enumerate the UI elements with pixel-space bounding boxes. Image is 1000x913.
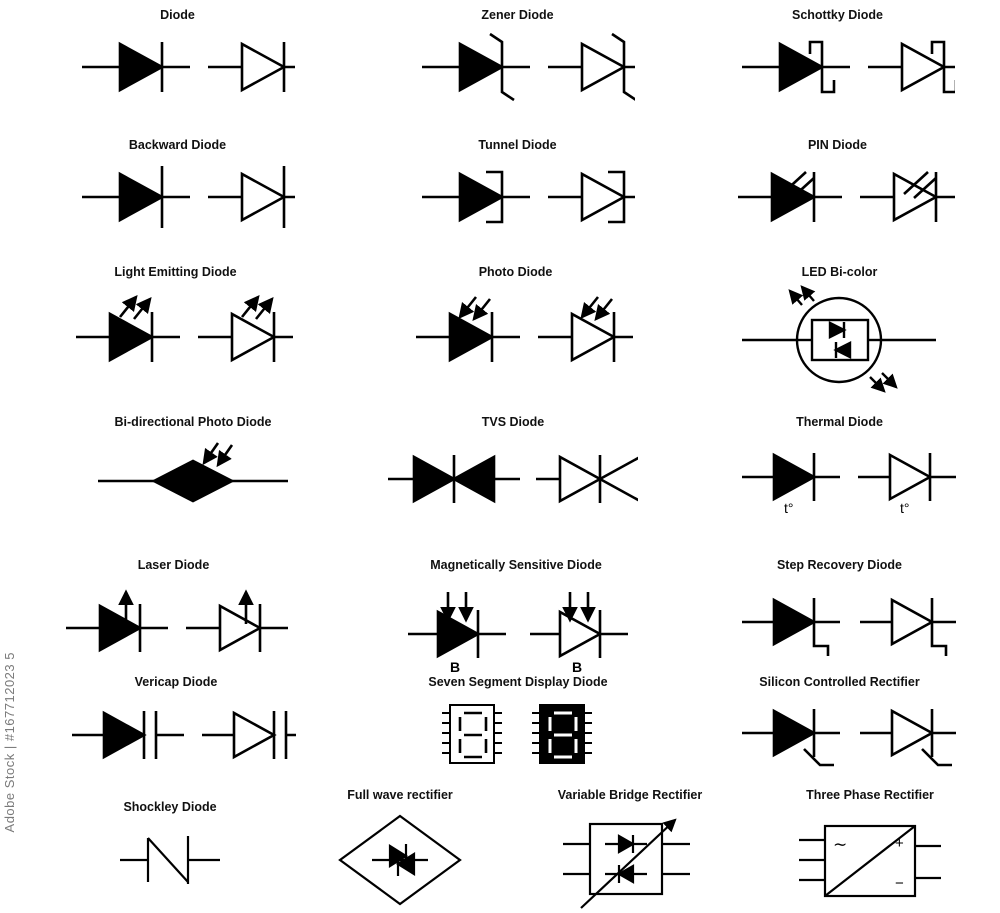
- symbol-cell-magnetically-sensitive-diode: [386, 558, 646, 674]
- symbol-label-bi-directional-photo-diode: Bi-directional Photo Diode: [114, 415, 272, 429]
- symbol-cell-laser-diode: [56, 558, 291, 664]
- symbol-art-diode: [60, 28, 295, 106]
- symbol-art-silicon-controlled-rectifier: [722, 695, 957, 775]
- magnetic-diode-label-right: B: [572, 659, 583, 674]
- symbol-art-tvs-diode: [388, 435, 638, 515]
- symbol-art-vericap-diode: [56, 695, 296, 773]
- three-phase-plus-symbol: +: [895, 835, 904, 852]
- symbol-art-three-phase-rectifier: [775, 808, 965, 913]
- symbol-label-pin-diode: PIN Diode: [807, 138, 868, 152]
- symbol-cell-tunnel-diode: [400, 138, 635, 236]
- symbol-label-diode: Diode: [160, 8, 195, 22]
- symbol-label-three-phase-rectifier: Three Phase Rectifier: [806, 788, 934, 802]
- symbol-art-led-bi-color: [722, 285, 957, 395]
- symbol-art-step-recovery-diode: [722, 578, 957, 664]
- symbol-label-full-wave-rectifier: Full wave rectifier: [347, 788, 453, 802]
- symbol-label-variable-bridge-rectifier: Variable Bridge Rectifier: [557, 788, 703, 802]
- symbol-art-bi-directional-photo-diode: [58, 435, 328, 515]
- symbol-cell-schottky-diode: [720, 8, 955, 106]
- symbol-label-shockley-diode: Shockley Diode: [123, 800, 217, 814]
- symbol-cell-pin-diode: [720, 138, 955, 236]
- symbol-label-photo-diode: Photo Diode: [478, 265, 553, 279]
- symbol-cell-led-bi-color: [722, 265, 957, 395]
- symbol-label-laser-diode: Laser Diode: [137, 558, 210, 572]
- symbol-cell-light-emitting-diode: [58, 265, 293, 375]
- symbol-label-step-recovery-diode: Step Recovery Diode: [776, 558, 903, 572]
- symbol-cell-three-phase-rectifier: [775, 788, 965, 913]
- symbol-label-silicon-controlled-rectifier: Silicon Controlled Rectifier: [759, 675, 920, 689]
- watermark: Adobe Stock | #167712023 5: [2, 652, 17, 833]
- symbol-cell-photo-diode: [398, 265, 633, 375]
- symbol-label-zener-diode: Zener Diode: [481, 8, 554, 22]
- symbol-art-seven-segment-display-diode: [388, 695, 648, 775]
- symbol-cell-full-wave-rectifier: [310, 788, 490, 913]
- symbol-label-backward-diode: Backward Diode: [128, 138, 227, 152]
- three-phase-ac-symbol: ∼: [833, 835, 848, 854]
- symbol-art-full-wave-rectifier: [310, 808, 490, 913]
- symbol-art-tunnel-diode: [400, 158, 635, 236]
- symbol-cell-backward-diode: [60, 138, 295, 236]
- thermal-diode-label-left: t°: [784, 500, 794, 516]
- symbol-cell-step-recovery-diode: [722, 558, 957, 664]
- symbol-label-tvs-diode: TVS Diode: [481, 415, 545, 429]
- thermal-diode-label-right: t°: [900, 500, 910, 516]
- symbol-art-pin-diode: [720, 158, 955, 236]
- symbol-art-variable-bridge-rectifier: [535, 808, 725, 913]
- symbol-label-light-emitting-diode: Light Emitting Diode: [114, 265, 237, 279]
- magnetic-diode-label-left: B: [450, 659, 461, 674]
- symbol-cell-seven-segment-display-diode: [388, 675, 648, 775]
- symbol-cell-variable-bridge-rectifier: [535, 788, 725, 913]
- symbol-cell-shockley-diode: [70, 800, 270, 900]
- symbol-cell-silicon-controlled-rectifier: [722, 675, 957, 775]
- symbol-cell-vericap-diode: [56, 675, 296, 773]
- symbol-label-seven-segment-display-diode: Seven Segment Display Diode: [428, 675, 608, 689]
- symbol-label-thermal-diode: Thermal Diode: [796, 415, 883, 429]
- symbol-label-magnetically-sensitive-diode: Magnetically Sensitive Diode: [430, 558, 602, 572]
- symbol-cell-thermal-diode: [722, 415, 957, 521]
- symbol-label-tunnel-diode: Tunnel Diode: [478, 138, 557, 152]
- symbol-cell-zener-diode: [400, 8, 635, 106]
- symbol-art-schottky-diode: [720, 28, 955, 106]
- symbol-art-zener-diode: [400, 28, 635, 106]
- symbol-art-thermal-diode: [722, 435, 957, 521]
- symbol-art-magnetically-sensitive-diode: [386, 578, 646, 674]
- symbol-label-vericap-diode: Vericap Diode: [134, 675, 218, 689]
- symbol-cell-bi-directional-photo-diode: [58, 415, 328, 515]
- symbol-art-laser-diode: [56, 578, 291, 664]
- symbol-art-backward-diode: [60, 158, 295, 236]
- symbol-cell-diode: [60, 8, 295, 106]
- symbol-art-light-emitting-diode: [58, 285, 293, 375]
- symbol-art-shockley-diode: [70, 820, 270, 900]
- symbol-cell-tvs-diode: [388, 415, 638, 515]
- three-phase-minus-symbol: −: [895, 875, 904, 892]
- symbol-art-photo-diode: [398, 285, 633, 375]
- symbol-label-schottky-diode: Schottky Diode: [792, 8, 883, 22]
- symbol-label-led-bi-color: LED Bi-color: [801, 265, 878, 279]
